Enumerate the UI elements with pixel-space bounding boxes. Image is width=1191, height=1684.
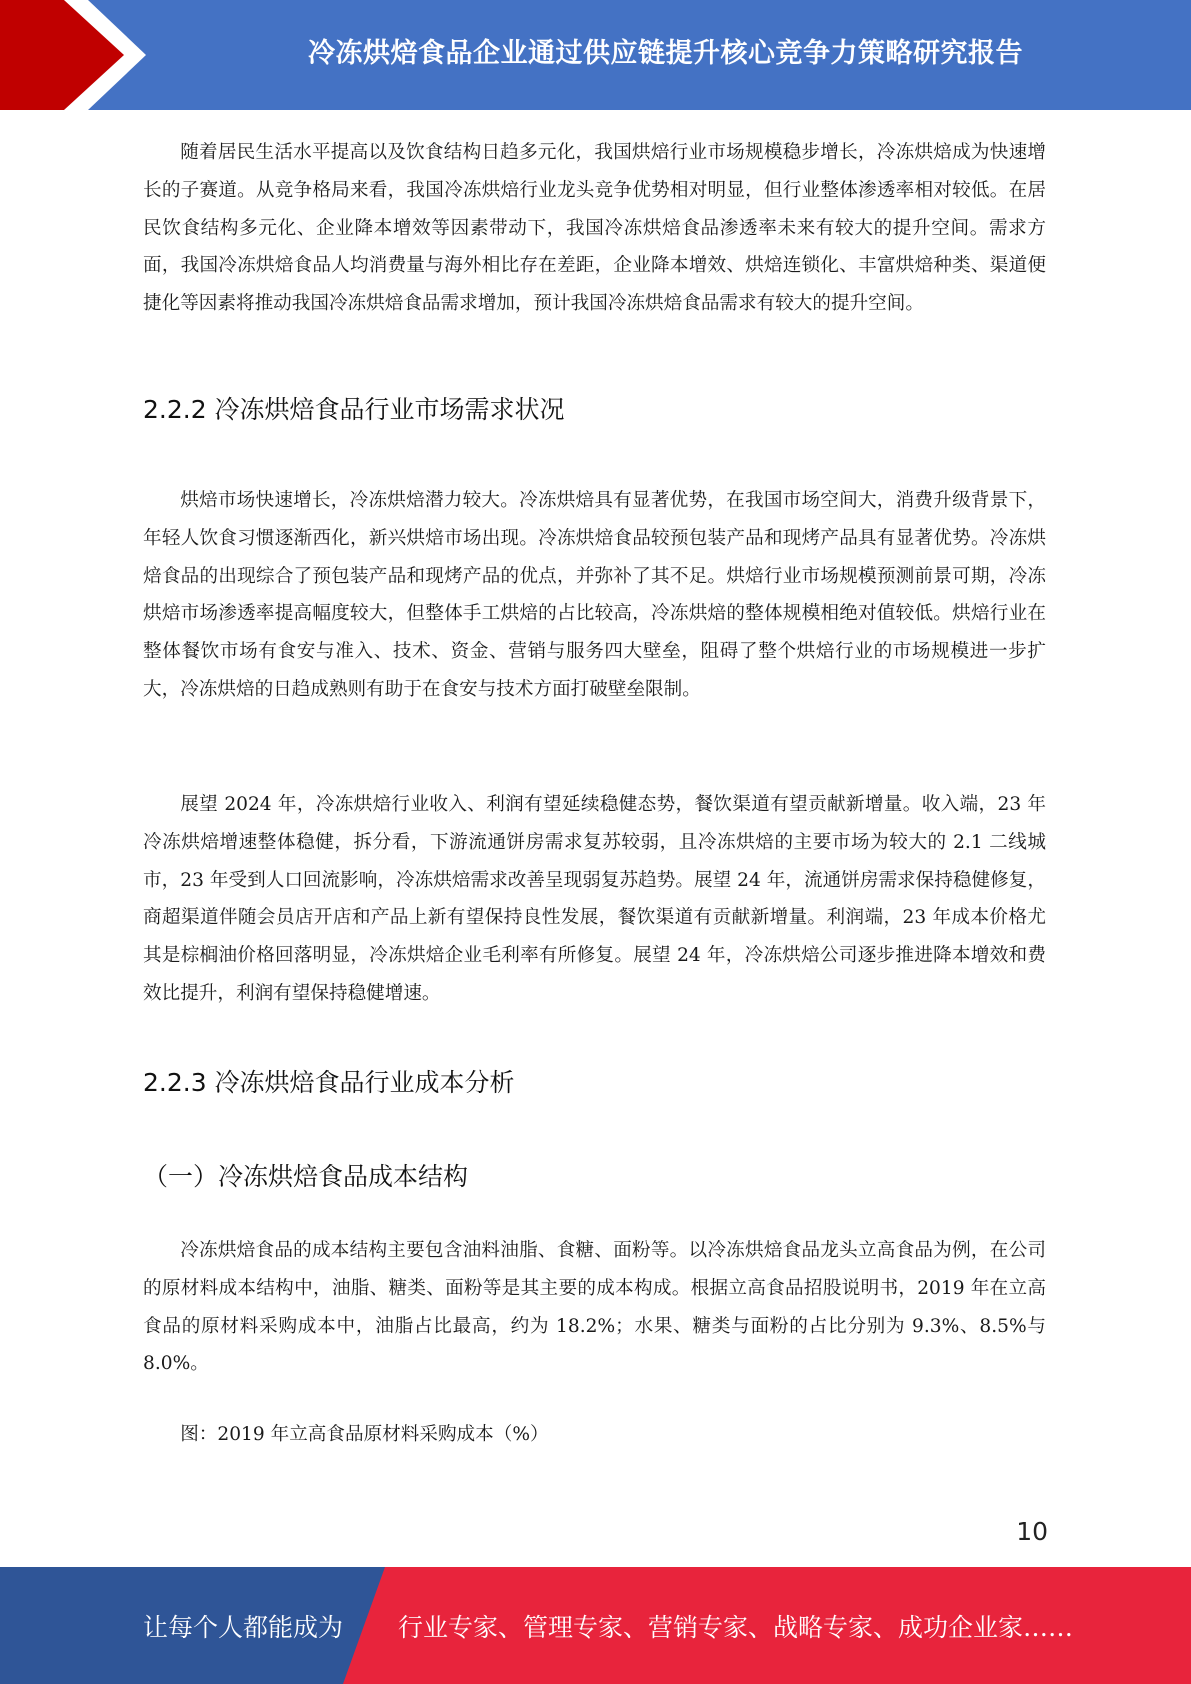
page-header [0,0,1191,110]
page-footer [0,1567,1191,1684]
paragraph-market-growth: 烘焙市场快速增长，冷冻烘焙潜力较大。冷冻烘焙具有显著优势，在我国市场空间大，消费升级背景下，年轻人饮食习惯逐渐西化，新兴烘焙市场出现。冷冻烘焙食品较预包装产品和现烤产品具有显著优势。冷冻烘焙食品的出现综合了预包装产品和现烤产品的优点，并弥补了其不足。烘焙行业市场规模预测前景可期，冷冻烘焙市场渗透率提高幅度较大，但整体手工烘焙的占比较高，冷冻烘焙的整体规模相绝对值较低。烘焙行业在整体餐饮市场有食安与准入、技术、资金、营销与服务四大壁垒，阻碍了整个烘焙行业的市场规模进一步扩大，冷冻烘焙的日趋成熟则有助于在食安与技术方面打破壁垒限制。 [143,490,1046,700]
header-title: 冷冻烘焙食品企业通过供应链提升核心竞争力策略研究报告 [308,37,1023,69]
page-number: 10 [1016,1517,1048,1546]
paragraph-outlook-2024: 展望 2024 年，冷冻烘焙行业收入、利润有望延续稳健态势，餐饮渠道有望贡献新增量。收入端，23 年冷冻烘焙增速整体稳健，拆分看，下游流通饼房需求复苏较弱，且冷冻烘焙的主要市场为较大的 2.1 二线城市，23 年受到人口回流影响，冷冻烘焙需求改善呈现弱复苏趋势。展望 24 年，流通饼房需求保持稳健修复，商超渠道伴随会员店开店和产品上新有望保持良性发展，餐饮渠道有贡献新增量。利润端，23 年成本价格尤其是棕榈油价格回落明显，冷冻烘焙企业毛利率有所修复。展望 24 年，冷冻烘焙公司逐步推进降本增效和费效比提升，利润有望保持稳健增速。 [143,794,1046,1004]
section-heading-2-2-2: 2.2.2 冷冻烘焙食品行业市场需求状况 [143,395,565,424]
section-heading-2-2-3: 2.2.3 冷冻烘焙食品行业成本分析 [143,1068,515,1097]
subsection-heading-cost-structure: （一）冷冻烘焙食品成本结构 [143,1162,469,1191]
footer-slogan-right: 行业专家、管理专家、营销专家、战略专家、成功企业家…… [398,1612,1074,1642]
figure-caption: 图：2019 年立高食品原材料采购成本（%） [180,1424,549,1445]
header-arrow-decoration [0,0,160,110]
paragraph-cost-structure: 冷冻烘焙食品的成本结构主要包含油料油脂、食糖、面粉等。以冷冻烘焙食品龙头立高食品为例，在公司的原材料成本结构中，油脂、糖类、面粉等是其主要的成本构成。根据立高食品招股说明书，2019 年在立高食品的原材料采购成本中，油脂占比最高，约为 18.2%；水果、糖类与面粉的占比分别为 9.3%、8.5%与 8.0%。 [143,1240,1046,1375]
footer-slogan-left: 让每个人都能成为 [143,1612,344,1642]
paragraph-intro: 随着居民生活水平提高以及饮食结构日趋多元化，我国烘焙行业市场规模稳步增长，冷冻烘焙成为快速增长的子赛道。从竞争格局来看，我国冷冻烘焙行业龙头竞争优势相对明显，但行业整体渗透率相对较低。在居民饮食结构多元化、企业降本增效等因素带动下，我国冷冻烘焙食品渗透率未来有较大的提升空间。需求方面，我国冷冻烘焙食品人均消费量与海外相比存在差距，企业降本增效、烘焙连锁化、丰富烘焙种类、渠道便捷化等因素将推动我国冷冻烘焙食品需求增加，预计我国冷冻烘焙食品需求有较大的提升空间。 [143,142,1046,315]
